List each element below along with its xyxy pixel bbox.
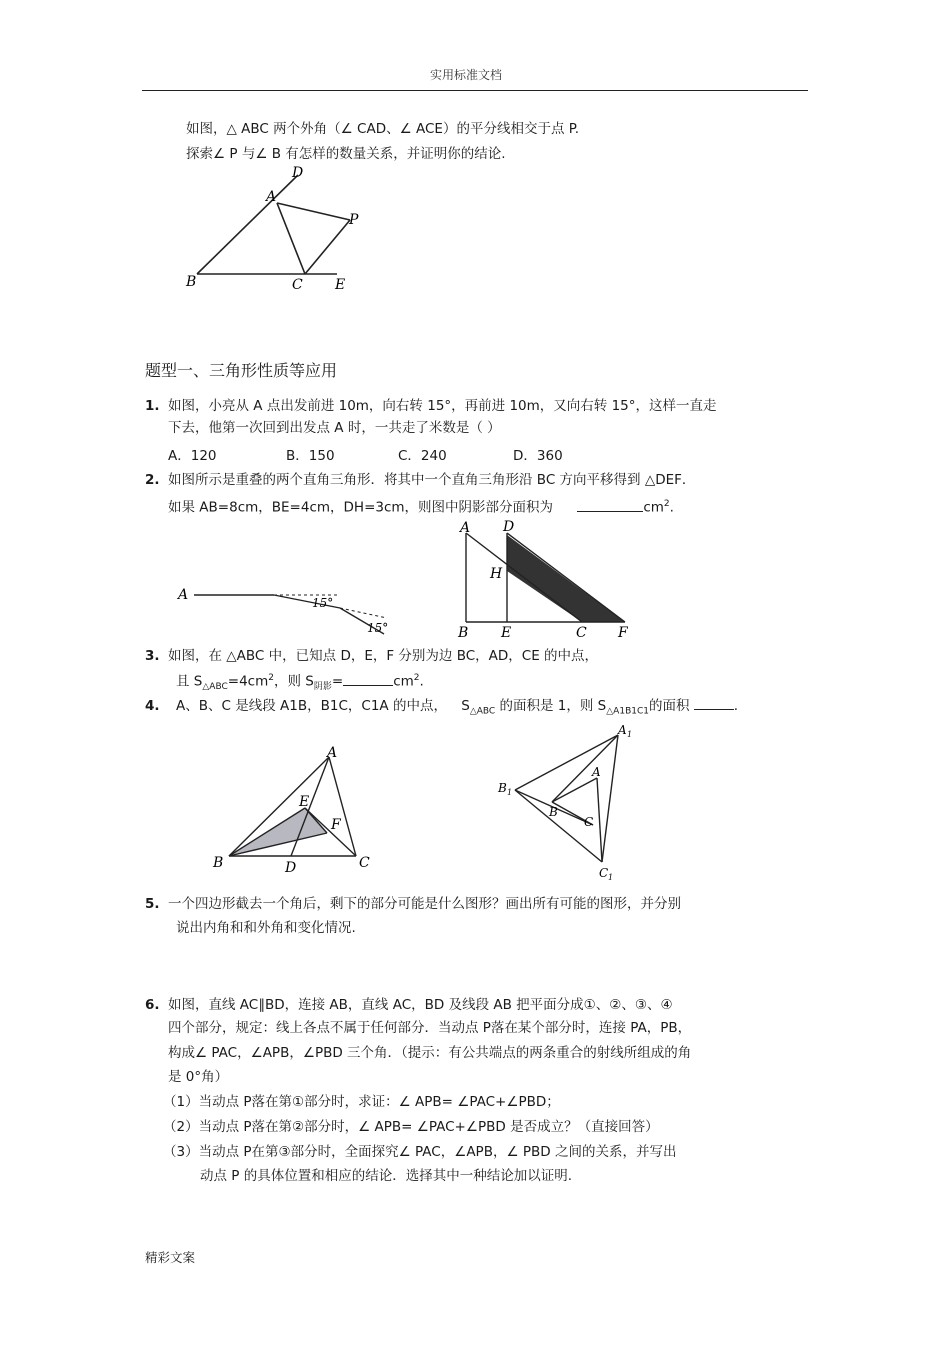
q2-unit: cm [643, 499, 664, 516]
ext-label-A1-sub: 1 [627, 730, 633, 739]
shift-label-A: A [460, 520, 471, 536]
label-D: D [292, 165, 304, 181]
figure-extended-triangle [493, 720, 643, 885]
shift-label-E: E [501, 625, 512, 641]
q1-option-b: B．150 [286, 448, 335, 464]
shift-label-H: H [490, 566, 503, 582]
shift-label-D: D [503, 519, 515, 535]
q6-sub-1: （1）当动点 P落在第①部分时，求证：∠ APB= ∠PAC+∠PBD； [163, 1094, 560, 1110]
section-title: 题型一、三角形性质等应用 [145, 361, 338, 380]
q1-option-c: C．240 [398, 448, 447, 464]
q4-text-e: S [461, 698, 470, 714]
q3-line-1: 如图，在 △ABC 中，已知点 D，E，F 分别为边 BC，AD，CE 的中点， [168, 648, 599, 664]
mid-label-A: A [327, 745, 338, 761]
header-rule [142, 90, 808, 91]
q6-number: 6. [145, 997, 160, 1013]
q4-text-d: 1A 的中点， [370, 698, 447, 714]
q2-unit-sup: 2 [663, 499, 670, 509]
label-A: A [266, 189, 277, 205]
q3-s-sub: △ABC [202, 682, 228, 693]
q3-number: 3. [145, 648, 160, 664]
q6-sub-3b: 动点 P 的具体位置和相应的结论．选择其中一种结论加以证明. [200, 1168, 573, 1184]
q3-unit: cm [393, 673, 414, 690]
figure-translated-triangles [452, 515, 637, 643]
ext-label-C1-sub: 1 [608, 873, 614, 882]
ext-label-C1: C [599, 866, 609, 880]
q1-line-2: 下去，他第一次回到出发点 A 时，一共走了米数是（ ） [168, 420, 501, 436]
q4-text-f: 的面积是 1，则 S [499, 698, 607, 714]
mid-label-E: E [299, 794, 310, 810]
q5-number: 5. [145, 896, 160, 912]
q4-sub-1: △ABC [469, 706, 496, 717]
q4-text-a: A、B、C 是线段 A [176, 698, 290, 714]
q4-number: 4. [145, 698, 160, 714]
figure-walk-path [172, 578, 397, 640]
label-E: E [335, 277, 346, 293]
q2-line-1: 如图所示是重叠的两个直角三角形．将其中一个直角三角形沿 BC 方向平移得到 △DEF． [168, 472, 696, 488]
q2-period: . [669, 499, 674, 516]
page-header: 实用标准文档 [430, 68, 503, 82]
q3-s-label: 且 S [176, 673, 203, 690]
ext-label-B: B [549, 805, 558, 819]
shift-label-B: B [458, 625, 469, 641]
q2-answer-blank[interactable] [577, 499, 643, 512]
q3-answer-blank[interactable] [343, 673, 393, 686]
q3-area: =4cm [227, 673, 269, 690]
q1-option-a: A．120 [168, 448, 217, 464]
intro-line-1: 如图，△ ABC 两个外角（∠ CAD、∠ ACE）的平分线相交于点 P. [186, 121, 580, 137]
q1-line-1: 如图，小亮从 A 点出发前进 10m，向右转 15°，再前进 10m，又向右转 15°，这样一直走 [168, 398, 717, 414]
label-C: C [292, 277, 303, 293]
q3-period: . [419, 673, 424, 690]
mid-label-B: B [213, 855, 224, 871]
mid-label-F: F [331, 817, 341, 833]
shift-label-F: F [618, 625, 628, 641]
ext-label-A1: A [618, 723, 627, 737]
q2-number: 2. [145, 472, 160, 488]
walk-angle-1: 15° [312, 596, 334, 610]
figure-external-bisectors [180, 165, 370, 295]
mid-label-C: C [359, 855, 370, 871]
walk-label-A: A [178, 587, 189, 603]
q4-text-c: 1C，C [329, 698, 371, 714]
q6-line-2: 四个部分，规定：线上各点不属于任何部分．当动点 P落在某个部分时，连接 PA，PB， [168, 1020, 692, 1036]
q3-eq: = [331, 673, 344, 690]
label-P: P [349, 212, 359, 228]
q6-sub-2: （2）当动点 P落在第②部分时，∠ APB= ∠PAC+∠PBD 是否成立？（直接回答） [163, 1119, 659, 1135]
q5-line-1: 一个四边形截去一个角后，剩下的部分可能是什么图形？画出所有可能的图形，并分别 [168, 896, 681, 912]
mid-label-D: D [285, 860, 297, 876]
q6-line-1: 如图，直线 AC∥BD，连接 AB，直线 AC，BD 及线段 AB 把平面分成①、②、③、④ [168, 997, 673, 1013]
q2-line-2 [168, 494, 674, 518]
q4-text-b: 1B，B [289, 698, 330, 714]
ext-label-C: C [584, 815, 594, 829]
q3-area-sup: 2 [268, 673, 274, 683]
ext-label-B1-sub: 1 [507, 788, 513, 797]
q3-line-2 [176, 668, 424, 697]
q3-then: ，则 S [273, 673, 314, 690]
q6-line-3: 构成∠ PAC，∠APB，∠PBD 三个角．（提示：有公共端点的两条重合的射线所组成的角 [168, 1045, 692, 1061]
intro-line-2: 探索∠ P 与∠ B 有怎样的数量关系，并证明你的结论. [186, 146, 506, 162]
label-B: B [186, 274, 197, 290]
q5-line-2: 说出内角和和外角和变化情况. [176, 920, 356, 936]
q3-unit-sup: 2 [413, 673, 420, 683]
q4-sub-2: △A1B1C1 [606, 706, 649, 717]
q1-number: 1. [145, 398, 160, 414]
ext-label-B1: B [498, 781, 507, 795]
shift-label-C: C [576, 625, 587, 641]
q4-line [176, 696, 738, 722]
walk-angle-2: 15° [367, 621, 389, 635]
ext-label-A: A [592, 765, 601, 779]
q2-line-2-text: 如果 AB=8cm，BE=4cm，DH=3cm，则图中阴影部分面积为 [168, 499, 554, 516]
q3-shade-sub: 阴影 [313, 682, 332, 693]
q4-answer-blank[interactable] [694, 697, 734, 710]
q1-option-d: D．360 [513, 448, 563, 464]
q4-text-g: 的面积 [648, 698, 690, 714]
q4-period: . [733, 698, 739, 714]
page-footer: 精彩文案 [145, 1250, 196, 1265]
q6-sub-3a: （3）当动点 P在第③部分时，全面探究∠ PAC，∠APB，∠ PBD 之间的关系，并写出 [163, 1144, 677, 1160]
figure-midpoint-triangle [205, 742, 380, 877]
q6-line-4: 是 0°角） [168, 1069, 229, 1085]
